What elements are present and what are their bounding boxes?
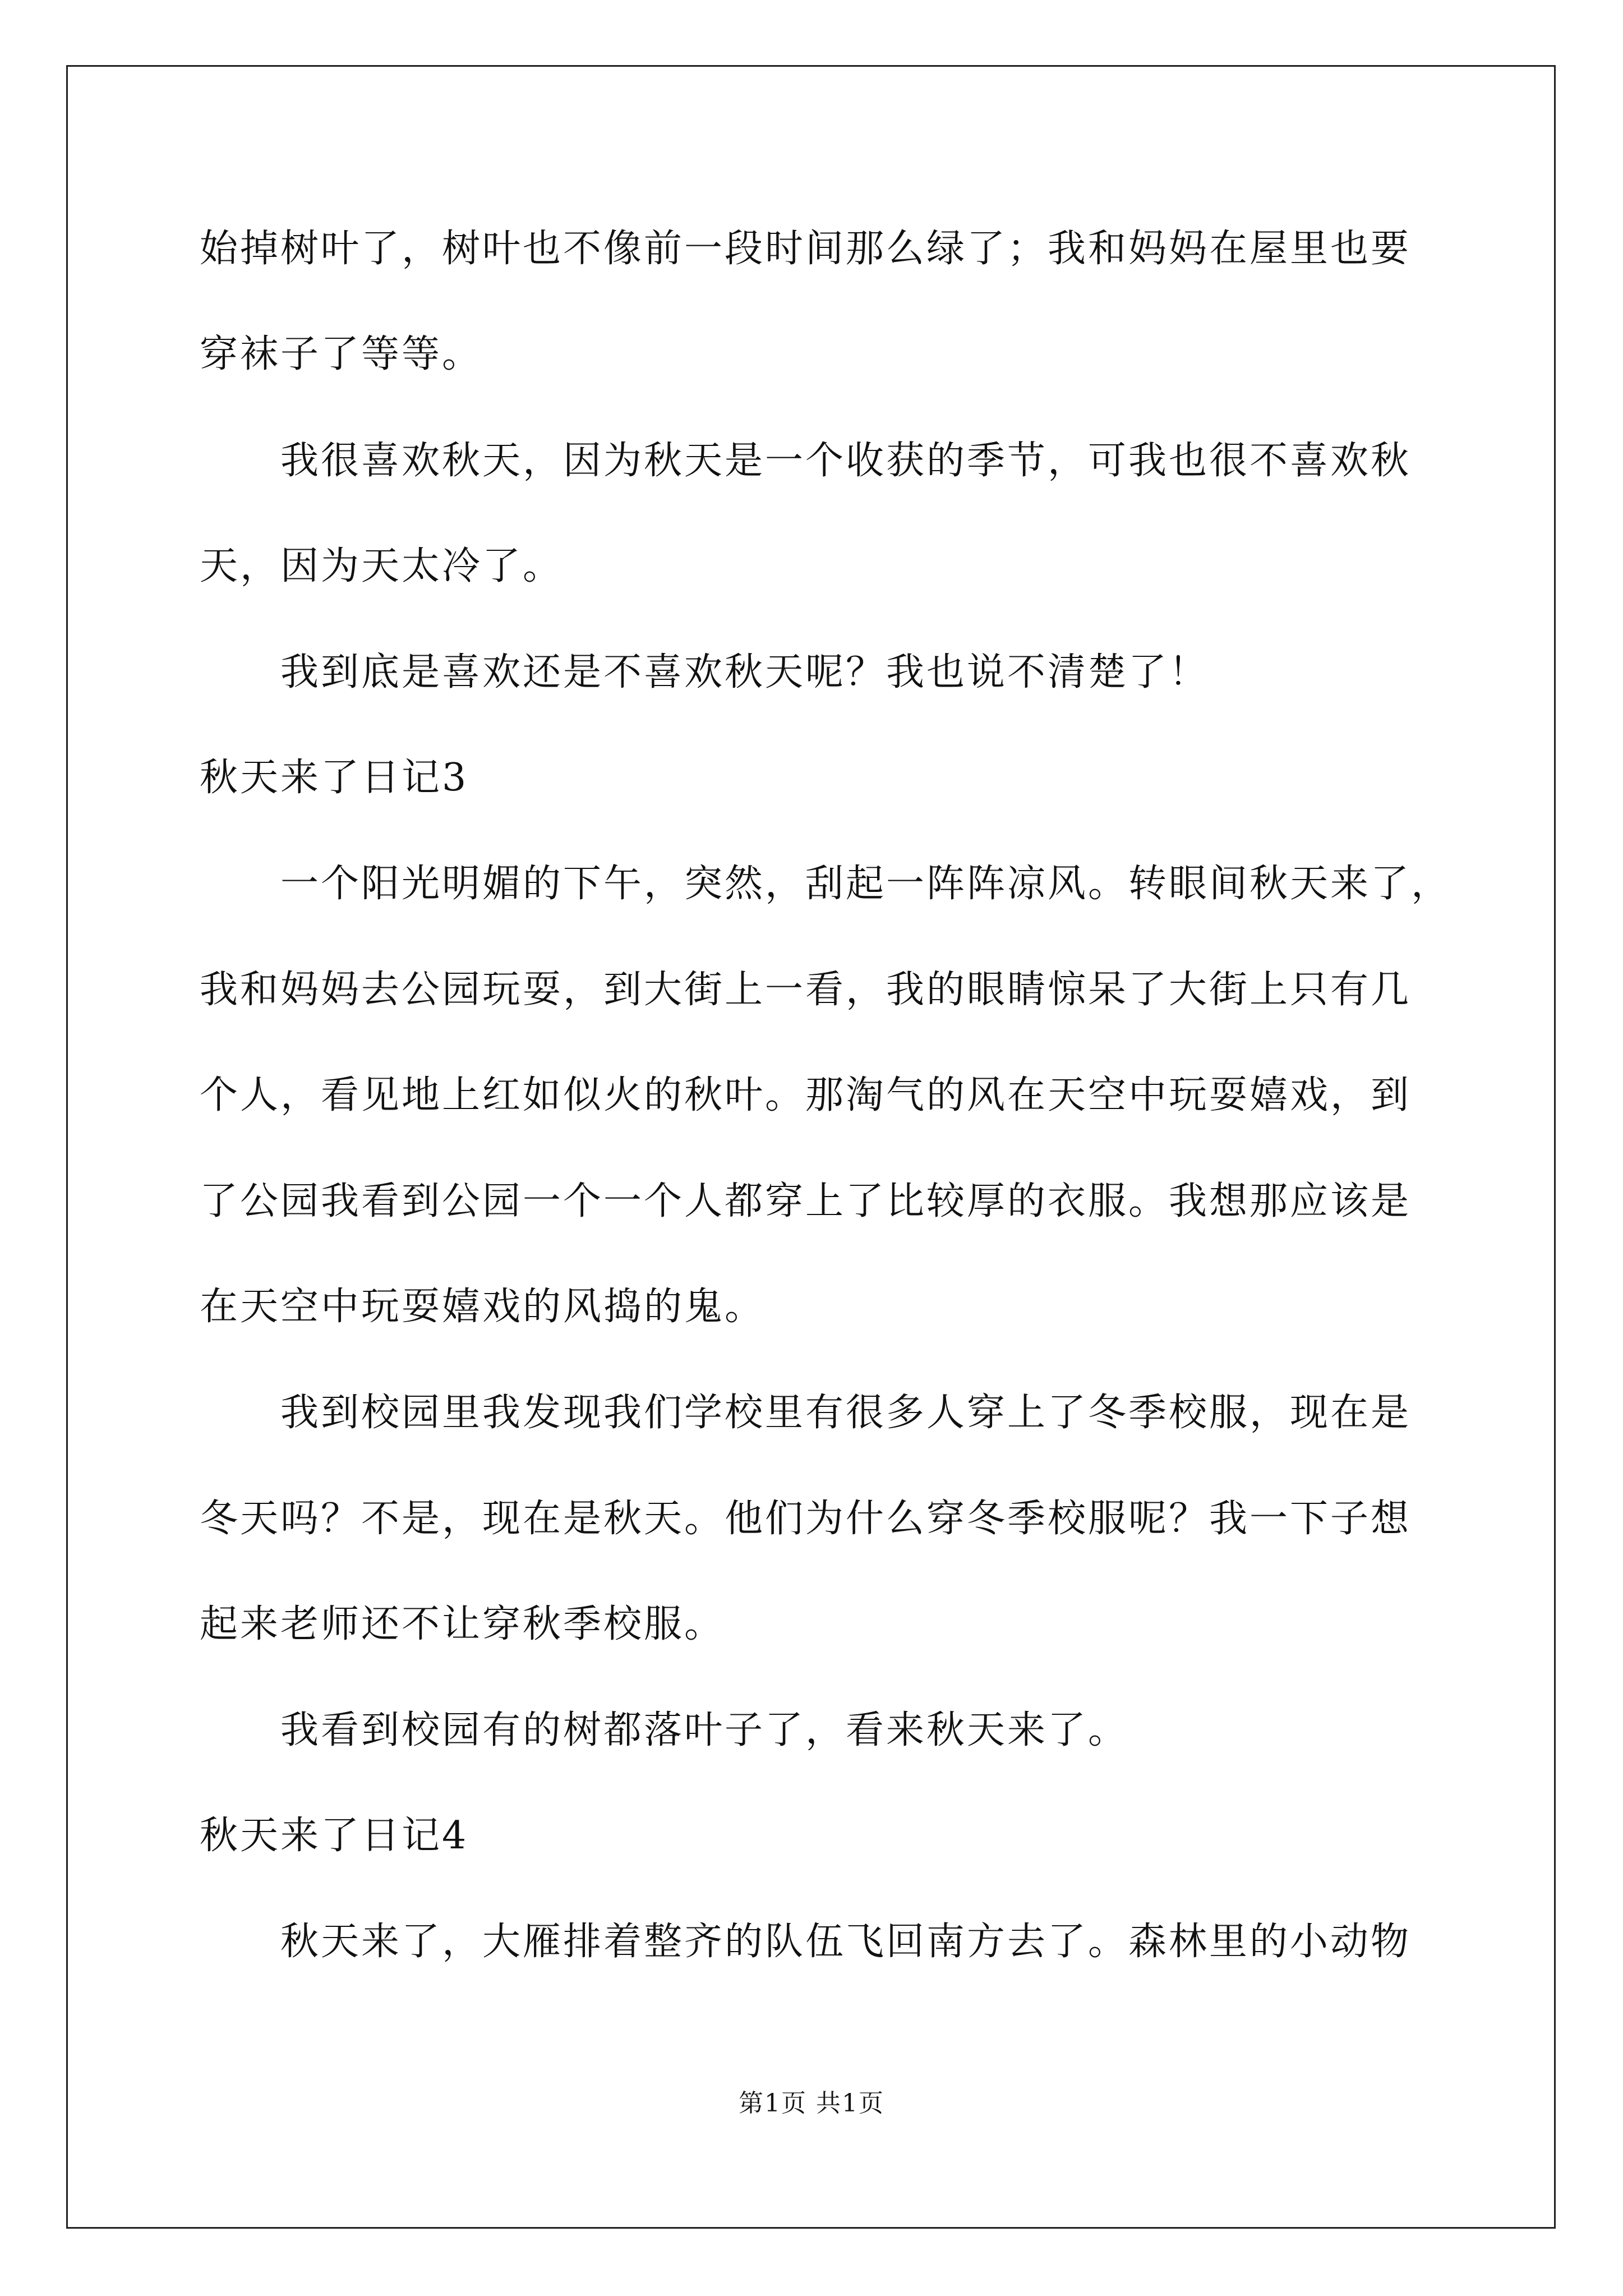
section-heading: 秋天来了日记4: [200, 1814, 469, 1858]
paragraph-line: 在天空中玩耍嬉戏的风捣的鬼。: [200, 1285, 766, 1329]
paragraph-line: 我到底是喜欢还是不喜欢秋天呢？我也说不清楚了！: [280, 650, 1210, 694]
paragraph-line: 秋天来了，大雁排着整齐的队伍飞回南方去了。森林里的小动物: [280, 1920, 1412, 1964]
paragraph-line: 穿袜子了等等。: [200, 332, 483, 376]
paragraph-line: 个人，看见地上红如似火的秋叶。那淘气的风在天空中玩耍嬉戏，到: [200, 1073, 1412, 1117]
page-footer: 第1页 共1页: [739, 2089, 884, 2118]
paragraph-line: 始掉树叶了，树叶也不像前一段时间那么绿了；我和妈妈在屋里也要: [200, 227, 1412, 271]
page-border: [66, 65, 1556, 2229]
paragraph-line: 我到校园里我发现我们学校里有很多人穿上了冬季校服，现在是: [280, 1391, 1412, 1435]
paragraph-line: 了公园我看到公园一个一个人都穿上了比较厚的衣服。我想那应该是: [200, 1179, 1412, 1223]
paragraph-line: 我和妈妈去公园玩耍，到大街上一看，我的眼睛惊呆了大街上只有几: [200, 968, 1412, 1012]
paragraph-line: 一个阳光明媚的下午，突然，刮起一阵阵凉风。转眼间秋天来了，: [280, 862, 1452, 906]
paragraph-line: 我看到校园有的树都落叶子了，看来秋天来了。: [280, 1708, 1129, 1752]
paragraph-line: 起来老师还不让穿秋季校服。: [200, 1602, 725, 1646]
paragraph-line: 天，因为天太冷了。: [200, 544, 564, 588]
paragraph-line: 我很喜欢秋天，因为秋天是一个收获的季节，可我也很不喜欢秋: [280, 439, 1412, 483]
section-heading: 秋天来了日记3: [200, 756, 469, 800]
paragraph-line: 冬天吗？不是，现在是秋天。他们为什么穿冬季校服呢？我一下子想: [200, 1497, 1412, 1541]
